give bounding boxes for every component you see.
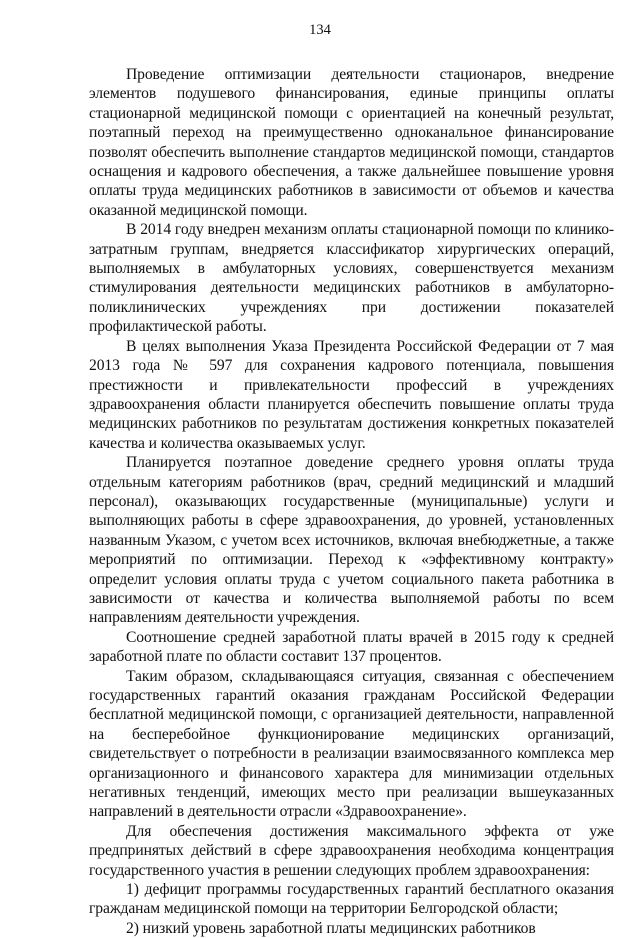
paragraph-decree-597: В целях выполнения Указа Президента Российской Федерации от 7 мая 2013 года № 597 для сохранения кадрового потенциала, повышения престижности и привлекательности профессий в учреждениях здравоохранения области планируется обеспечить повышение оплаты труда медицинских работников по результатам достижения конкретных показателей качества и количества оказываемых услуг. — [89, 337, 614, 452]
paragraph-payment-mechanism: В 2014 году внедрен механизм оплаты стационарной помощи по клинико-затратным группам, внедряется классификатор хирургических операций, выполняемых в амбулаторных условиях, совершенствуется механизм стимулирования деятельности медицинских работников в амбулаторно-поликлинических учреждениях при достижении показателей профилактической работы. — [89, 221, 614, 336]
paragraph-problems-intro: Для обеспечения достижения максимального эффекта от уже предпринятых действий в сфере здравоохранения необходима концентрация государственного участия в решении следующих проблем здравоохранения: — [89, 822, 614, 879]
list-item-1: 1) дефицит программы государственных гарантий бесплатного оказания гражданам медицинской помощи на территории Белгородской области; — [89, 881, 614, 918]
list-item-2: 2) низкий уровень заработной платы медицинских работников — [126, 919, 536, 937]
paragraph-salary-increase: Планируется поэтапное доведение среднего уровня оплаты труда отдельным категориям работников (врач, средний медицинский и младший персонал), оказывающих государственные (муниципальные) услуги и выполняющих работы в сфере здравоохранения, до уровней, установленных названным Указом, с учетом всех источников, включая внебюджетные, а также мероприятий по оптимизации. Переход к «эффективному контракту» определит условия оплаты труда с учетом социального пакета работника в зависимости от качества и количества выполняемой работы по всем направлениям деятельности учреждения. — [89, 454, 614, 627]
paragraph-conclusion: Таким образом, складывающаяся ситуация, связанная с обеспечением государственных гарантий оказания гражданам Российской Федерации бесплатной медицинской помощи, с организацией деятельности, направленной на бесперебойное функционирование медицинских организаций, свидетельствует о потребности в реализации взаимосвязанного комплекса мер организационного и финансового характера для минимизации отдельных негативных тенденций, имеющих место при реализации вышеуказанных направлений в деятельности отрасли «Здравоохранение». — [89, 667, 614, 821]
paragraph-optimization: Проведение оптимизации деятельности стационаров, внедрение элементов подушевого финансирования, единые принципы оплаты стационарной медицинской помощи с ориентацией на конечный результат, поэтапный переход на преимущественно одноканальное финансирование позволят обеспечить выполнение стандартов медицинской помощи, стандартов оснащения и кадрового обеспечения, а также дальнейшее повышение уровня оплаты труда медицинских работников в зависимости от объемов и качества оказанной медицинской помощи. — [89, 66, 614, 219]
document-body — [89, 65, 614, 938]
paragraph-salary-ratio: Соотношение средней заработной платы врачей в 2015 году к средней заработной плате по области составит 137 процентов. — [89, 628, 614, 666]
page-number: 134 — [309, 22, 331, 38]
